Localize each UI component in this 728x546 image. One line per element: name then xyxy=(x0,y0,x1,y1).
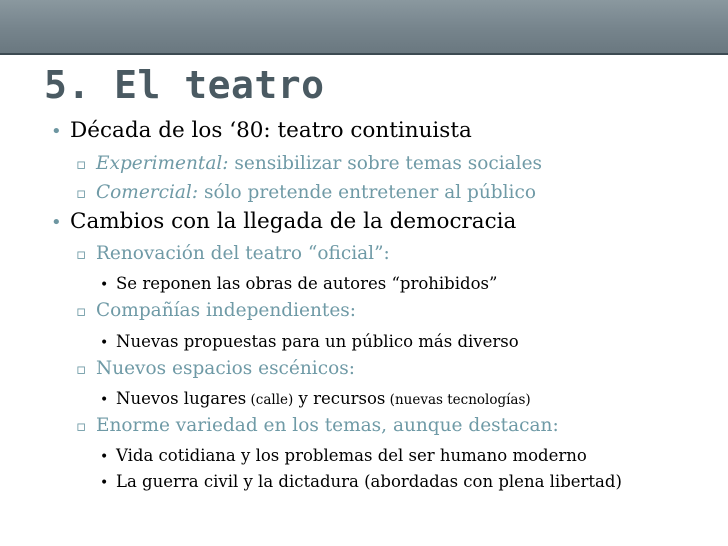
sub-bullet-icon: ▫ xyxy=(76,245,87,263)
sub-bullet-text: sólo pretende entretener al público xyxy=(198,182,536,203)
sub-sub-bullet-icon: • xyxy=(100,475,109,491)
sub-sub-bullet-item xyxy=(100,389,531,408)
sub-sub-bullet-text-part: y xyxy=(293,389,314,408)
bullet-icon: • xyxy=(51,121,62,142)
bullet-text: Década de los ‘80: teatro continuista xyxy=(70,118,472,143)
bullet-icon: • xyxy=(51,212,62,233)
sub-sub-bullet-item xyxy=(100,332,519,351)
sub-sub-bullet-text: Nuevas propuestas para un público más diverso xyxy=(116,332,519,351)
sub-sub-bullet-icon: • xyxy=(100,392,109,408)
sub-sub-bullet-text: Vida cotidiana y los problemas del ser humano moderno xyxy=(116,446,587,465)
sub-bullet-text: Compañías independientes: xyxy=(96,300,357,321)
bullet-item xyxy=(51,209,516,234)
sub-bullet-icon: ▫ xyxy=(76,302,87,320)
sub-sub-bullet-note: (nuevas tecnologías) xyxy=(385,392,531,408)
sub-bullet-icon: ▫ xyxy=(76,155,87,173)
sub-bullet-label: Comercial: xyxy=(96,182,199,203)
sub-sub-bullet-note: (calle) xyxy=(246,392,294,408)
sub-bullet-item xyxy=(76,415,559,436)
sub-bullet-item xyxy=(76,300,356,321)
sub-sub-bullet-item xyxy=(100,472,622,491)
sub-sub-bullet-text-part: recursos xyxy=(313,389,386,408)
sub-bullet-icon: ▫ xyxy=(76,360,87,378)
slide-title: 5. El teatro xyxy=(44,63,325,107)
sub-bullet-item xyxy=(76,153,542,174)
bullet-text: Cambios con la llegada de la democracia xyxy=(70,209,517,234)
sub-bullet-label: Experimental: xyxy=(96,153,229,174)
header-divider xyxy=(0,53,728,55)
sub-bullet-text: Enorme variedad en los temas, aunque destacan: xyxy=(96,415,559,436)
sub-sub-bullet-icon: • xyxy=(100,449,109,465)
sub-bullet-icon: ▫ xyxy=(76,417,87,435)
sub-bullet-icon: ▫ xyxy=(76,184,87,202)
sub-bullet-item xyxy=(76,182,536,203)
sub-sub-bullet-text: Se reponen las obras de autores “prohibidos” xyxy=(116,274,498,293)
sub-bullet-text: Nuevos espacios escénicos: xyxy=(96,358,355,379)
sub-bullet-text: Renovación del teatro “oficial”: xyxy=(96,243,390,264)
sub-sub-bullet-item xyxy=(100,446,587,465)
sub-sub-bullet-icon: • xyxy=(100,277,109,293)
sub-bullet-item xyxy=(76,243,390,264)
bullet-item xyxy=(51,118,472,143)
sub-bullet-item xyxy=(76,358,355,379)
sub-sub-bullet-text-part: Nuevos lugares xyxy=(116,389,247,408)
sub-sub-bullet-text: La guerra civil y la dictadura (abordadas con plena libertad) xyxy=(116,472,622,491)
sub-sub-bullet-item xyxy=(100,274,497,293)
header-bar xyxy=(0,0,728,53)
sub-sub-bullet-icon: • xyxy=(100,335,109,351)
sub-bullet-text: sensibilizar sobre temas sociales xyxy=(228,153,543,174)
